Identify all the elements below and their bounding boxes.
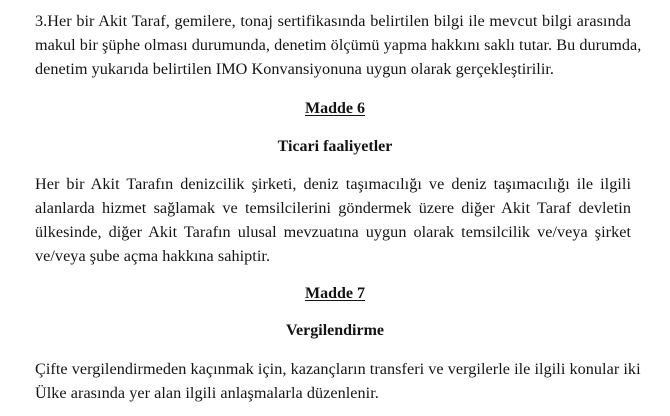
article-7-title-text: Madde 7 — [305, 285, 365, 302]
article-6-title-text: Madde 6 — [305, 100, 365, 117]
article-7-subtitle: Vergilendirme — [285, 322, 385, 339]
paragraph-tonnage-inspection — [35, 9, 642, 81]
paragraph-line: 3.Her bir Akit Taraf, gemilere, tonaj sertifikasında belirtilen bilgi ile mevcut bilgi arasında — [35, 12, 631, 30]
article-7-title — [0, 284, 670, 304]
article-6-subtitle: Ticari faaliyetler — [277, 138, 393, 155]
paragraph-line: Her bir Akit Tarafın denizcilik şirketi, deniz taşımacılığı ve deniz taşımacılığı ile ilgili — [35, 175, 631, 193]
article-6-title — [0, 99, 670, 119]
paragraph-commercial-activities — [35, 172, 631, 268]
paragraph-line: ve/veya şube açma hakkına sahiptir. — [35, 247, 271, 265]
paragraph-line: ülkesinde, diğer Akit Tarafın ulusal mevzuatına uygun olarak temsilcilik ve/veya şirket — [35, 223, 631, 241]
paragraph-line: makul bir şüphe olması durumunda, denetim ölçümü yapma hakkını saklı tutar. Bu durumda, — [35, 36, 642, 54]
paragraph-line: Ülke arasında yer alan ilgili anlaşmalarla düzenlenir. — [35, 384, 379, 402]
paragraph-line: Çifte vergilendirmeden kaçınmak için, kazançların transferi ve vergilerle ile ilgili konular iki — [35, 360, 641, 378]
paragraph-line: denetim yukarıda belirtilen IMO Konvansiyonuna uygun olarak gerçekleştirilir. — [35, 60, 555, 78]
paragraph-line: alanlarda hizmet sağlamak ve temsilcilerini göndermek üzere diğer Akit Taraf devletin — [35, 199, 631, 217]
paragraph-taxation — [35, 357, 641, 405]
